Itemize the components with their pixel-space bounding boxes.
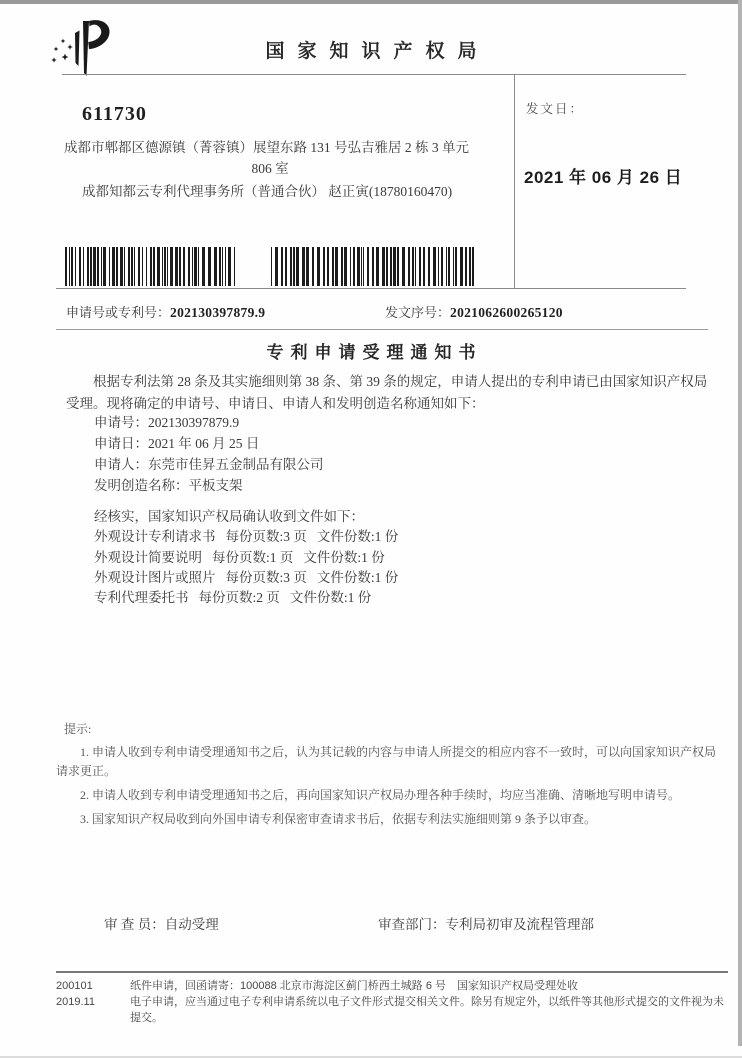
document-pages: 每份页数:1 页 <box>212 549 294 565</box>
footer-line-2: 电子申请，应当通过电子专利申请系统以电子文件形式提交相关文件。除另有规定外，以纸件等其他形式提交的文件视为未提交。 <box>130 996 724 1024</box>
application-number-group <box>66 302 265 321</box>
notice-fields <box>94 412 324 496</box>
notice-paragraph: 根据专利法第 28 条及其实施细则第 38 条、第 39 条的规定，申请人提出的专利申请已由国家知识产权局受理。现将确定的申请号、申请日、申请人和发明创造名称通知如下： <box>66 374 708 411</box>
dispatch-date-label: 发文日： <box>526 102 585 116</box>
examiner-group <box>104 913 219 933</box>
received-intro: 经核实，国家知识产权局确认收到文件如下： <box>94 509 364 524</box>
field-invention-name: 发明创造名称：平板支架 <box>94 478 243 493</box>
recipient-box-bottom-rule <box>56 288 686 289</box>
serial-number-group <box>385 302 563 321</box>
document-row <box>94 588 398 608</box>
recipient-address-block <box>64 137 476 202</box>
serial-number-value: 2021062600265120 <box>450 305 563 320</box>
field-applicant: 申请人：东莞市佳昇五金制品有限公司 <box>94 457 324 472</box>
examiner-value: 自动受理 <box>164 917 219 932</box>
serial-number-label: 发文序号： <box>385 305 451 320</box>
date-box-divider <box>514 74 515 288</box>
document-copies: 文件份数:1 份 <box>316 569 399 585</box>
agent-line: 成都知都云专利代理事务所（普通合伙） 赵正寅(18780160470) <box>82 184 453 199</box>
scan-edge-top <box>0 0 742 4</box>
scan-edge-right <box>738 0 742 1046</box>
footer-text <box>130 978 730 1026</box>
footer-form-codes <box>56 978 130 1026</box>
document-name: 外观设计专利请求书 <box>94 529 216 545</box>
footer-line-1: 纸件申请，回函请寄：100088 北京市海淀区蓟门桥西土城路 6 号 国家知识产权局受理处收 <box>130 980 578 992</box>
dispatch-date-value: 2021 年 06 月 26 日 <box>524 168 683 187</box>
footer-code-2: 2019.11 <box>56 996 95 1008</box>
field-application-date: 申请日：2021 年 06 月 25 日 <box>94 436 260 451</box>
tip-item-2: 2. 申请人收到专利申请受理通知书之后，再向国家知识产权局办理各种手续时，均应当准确、清晰地写明申请号。 <box>80 788 681 802</box>
tips-block <box>56 720 720 834</box>
postal-code: 611730 <box>82 103 147 125</box>
examiner-label: 审 查 员： <box>104 917 165 932</box>
barcode-right <box>271 247 477 286</box>
department-group <box>378 913 594 933</box>
address-line-2: 806 室 <box>251 161 289 176</box>
document-name: 外观设计简要说明 <box>94 549 202 565</box>
footer-block <box>56 978 730 1026</box>
document-pages: 每份页数:3 页 <box>225 529 307 545</box>
application-number-value: 202130397879.9 <box>170 305 266 320</box>
address-line-1: 成都市郫都区德源镇（菁蓉镇）展望东路 131 号弘吉雅居 2 栋 3 单元 <box>64 140 469 155</box>
reference-rule <box>56 329 708 330</box>
document-name: 外观设计图片或照片 <box>94 569 216 585</box>
notice-title: 专利申请受理通知书 <box>266 343 483 362</box>
document-row <box>94 527 398 547</box>
header-rule <box>62 74 686 75</box>
department-value: 专利局初审及流程管理部 <box>445 917 594 932</box>
footer-rule <box>56 971 728 973</box>
document-pages: 每份页数:3 页 <box>225 569 307 585</box>
agency-title: 国家知识产权局 <box>265 41 490 62</box>
document-row <box>94 568 398 588</box>
document-row <box>94 548 398 568</box>
tips-label: 提示: <box>64 722 92 736</box>
department-label: 审查部门： <box>378 917 446 932</box>
tip-item-3: 3. 国家知识产权局收到向外国申请专利保密审查请求书后，依据专利法实施细则第 9 条予以审查。 <box>80 812 597 826</box>
barcode-left <box>65 247 238 286</box>
document-copies: 文件份数:1 份 <box>289 590 372 606</box>
footer-code-1: 200101 <box>56 980 93 992</box>
document-pages: 每份页数:2 页 <box>198 590 280 606</box>
application-number-label: 申请号或专利号： <box>66 305 171 320</box>
document-name: 专利代理委托书 <box>94 590 189 606</box>
field-application-no: 申请号：202130397879.9 <box>94 415 240 430</box>
received-documents-block <box>94 507 398 608</box>
document-copies: 文件份数:1 份 <box>303 549 385 565</box>
tip-item-1: 1. 申请人收到专利申请受理通知书之后，认为其记载的内容与申请人所提交的相应内容不一致时，可以向国家知识产权局请求更正。 <box>56 745 717 778</box>
document-copies: 文件份数:1 份 <box>316 529 399 545</box>
